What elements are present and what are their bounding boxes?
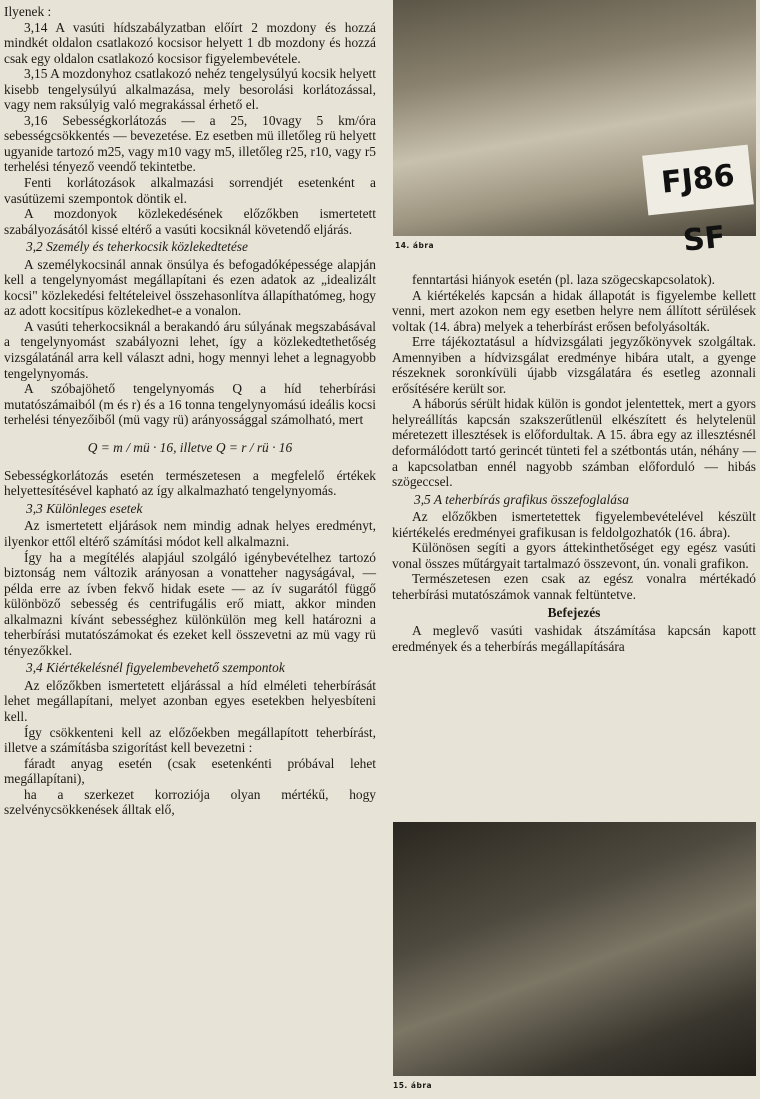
paragraph: A kiértékelés kapcsán a hidak állapotát is figyelembe kellett venni, mert azokon nem egy esetben helyre nem állított sérülések voltak (14. ábra) melyek a teherbírást erősen befolyásolták. <box>392 287 756 334</box>
paragraph: A háborús sérült hidak külön is gondot jelentettek, mert a gyors helyreállítás kapcsán szakszerűtlenül elkészített és helytelenül méretezett illesztések is előfordultak. A 15. ábra egy az illesztésnél deformálódott tartó gerincét tünteti fel a szétbontás után, néhány — a kapcsolatban ennél nagyobb számban előforduló — hibás szögeccsel. <box>392 396 756 490</box>
section-heading: Befejezés <box>547 605 601 621</box>
paragraph: Így csökkenteni kell az előzőekben megállapított teherbírást, illetve a számításba szigorítást kell bevezetni : <box>4 724 376 756</box>
figure-15-photo <box>393 822 756 1076</box>
paragraph: 3,14 A vasúti hídszabályzatban előírt 2 mozdony és hozzá mindkét oldalon csatlakozó kocsisor helyett 1 db mozdony és hozzá csak egy oldalon csatlakozó kocsisor figyelembevétele. <box>4 19 376 66</box>
paragraph: fenntartási hiányok esetén (pl. laza szögecskapcsolatok). <box>412 272 716 287</box>
paragraph: fáradt anyag esetén (csak esetenkénti próbával lehet megállapítani), <box>4 755 376 787</box>
paragraph: Az ismertetett eljárások nem mindig adnak helyes eredményt, ilyenkor ettől eltérő számítási módot kell alkalmazni. <box>4 518 376 549</box>
paragraph: ha a szerkezet korroziója olyan mértékű, hogy szelvénycsökkenések álltak elő, <box>4 786 376 818</box>
paragraph: 3,16 Sebességkorlátozás — a 25, 10vagy 5 km/óra sebességcsökkentés — bevezetése. Ez esetben mü illetőleg rü helyett ugyanide tartozó m25, vagy m10 vagy m5, illetőleg r25, r10, vagy r5 terhelési tényező veendő tekintetbe. <box>4 112 376 175</box>
paragraph: 3,15 A mozdonyhoz csatlakozó nehéz tengelysúlyú kocsik helyett kisebb tengelysúlyú alkalmazása, mely besorolási korlátozással, vagy nem raksúlyig való megrakással érhető el. <box>4 66 376 113</box>
section-heading: 3,3 Különleges esetek <box>26 500 143 516</box>
paragraph: Fenti korlátozások alkalmazási sorrendjét esetenként a vasútüzemi szempontok döntik el. <box>4 175 376 206</box>
paragraph: Erre tájékoztatásul a hídvizsgálati jegyzőkönyvek szolgáltak. Amennyiben a hídvizsgálat eredménye hibára utalt, a gyenge részeknek soronkívüli újabb vizsgálatára és esetleg azonnali erősítésére került sor. <box>392 334 756 396</box>
section-heading: 3,4 Kiértékelésnél figyelembevehető szempontok <box>26 660 285 676</box>
paragraph: Természetesen ezen csak az egész vonalra mértékadó teherbírási mutatószámok vannak feltüntetve. <box>392 571 756 602</box>
section-heading: 3,2 Személy és teherkocsik közlekedtetése <box>26 239 248 255</box>
figure-14-sign: FJ86 SF <box>642 145 754 216</box>
section-heading: 3,5 A teherbírás grafikus összefoglalása <box>414 491 629 507</box>
figure-15-caption: 15. ábra <box>393 1081 433 1090</box>
paragraph: A mozdonyok közlekedésének előzőkben ismertetett szabályozásától kissé eltérő a vasúti kocsiknál követendő eljárás. <box>4 206 376 237</box>
paragraph: Sebességkorlátozás esetén természetesen a megfelelő értékek helyettesítésével kapható az így alkalmazható tengelynyomás. <box>4 467 376 499</box>
paragraph: Különösen segíti a gyors áttekinthetőséget egy egész vasúti vonal összes műtárgyait tartalmazó összevont, ún. vonali grafikon. <box>392 540 756 571</box>
paragraph: A meglevő vasúti vashidak átszámítása kapcsán kapott eredmények és a teherbírás megállapítására <box>392 623 756 654</box>
paragraph: A személykocsinál annak önsúlya és befogadóképessége alapján kell a tengelynyomást megállapítani és ezen adatok az „idealizált kocsi" közlekedési feltételeivel összehasonlítva állapíthatómeg, hogy az adott kocsitípus közlekedhet-e a vonalon. <box>4 256 376 319</box>
paragraph: Így ha a megítélés alapjául szolgáló igénybevételhez tartozó biztonság nem változik arányosan a vonatteher nagyságával, — példa erre az ívben fekvő hidak esete — az ív sugarától függő különböző sebesség és centrifugális erő miatt, akkor minden alkalmazni kívánt sebességhez különkülön meg kell határozni a teherbírási mutatószámokat és ezeket kell összevetni az mü vagy rü tényezőkkel. <box>4 549 376 658</box>
formula: Q = m / mü · 16, illetve Q = r / rü · 16 <box>87 439 293 455</box>
paragraph: Az előzőkben ismertetettek figyelembevételével készült kiértékelés eredményei grafikusan is feldolgozhatók (16. ábra). <box>392 509 756 540</box>
paragraph: Ilyenek : <box>4 4 52 19</box>
left-text-column <box>4 4 376 818</box>
paragraph: A szóbajöhető tengelynyomás Q a híd teherbírási mutatószámaiból (m és r) és a 16 tonna tengelynyomású ideális kocsi terhelési tényezőiből (mü vagy rü) arányossággal számolható, mert <box>4 381 376 428</box>
right-text-column <box>392 272 756 654</box>
paragraph: Az előzőkben ismertetett eljárással a híd elméleti teherbírását lehet megállapítani, melyet azonban egyes esetekben helyesbíteni kell. <box>4 677 376 724</box>
paragraph: A vasúti teherkocsiknál a berakandó áru súlyának megszabásával a tengelynyomást szabályozni lehet, így a közlekedtethetőség vizsgálatánál arra kell választ adni, hogy mennyi lehet a legnagyobb tengelynyomás. <box>4 318 376 381</box>
figure-14-caption: 14. ábra <box>395 241 435 250</box>
